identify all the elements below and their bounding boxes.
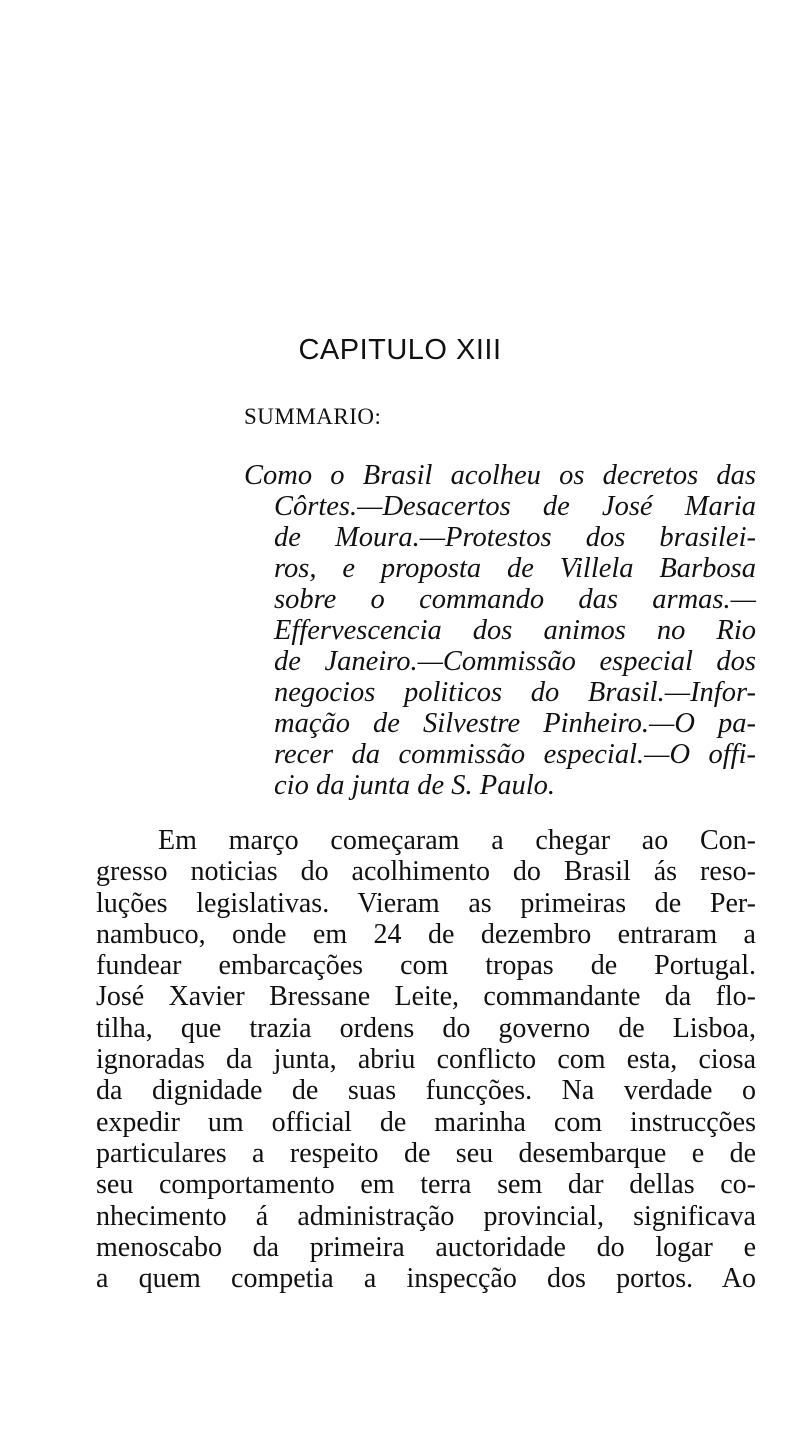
summary-line: negocios politicos do Brasil.—Infor- xyxy=(274,677,756,708)
summary-line: Como o Brasil acolheu os decretos das xyxy=(244,460,756,491)
body-line: nhecimento á administração provincial, significava xyxy=(96,1200,756,1232)
body-line: seu comportamento em terra sem dar dellas co- xyxy=(96,1169,756,1201)
summary-line: Effervescencia dos animos no Rio xyxy=(274,615,756,646)
body-line: luções legislativas. Vieram as primeiras de Per- xyxy=(96,887,756,919)
body-line: tilha, que trazia ordens do governo de Lisboa, xyxy=(96,1012,756,1044)
summary-text xyxy=(244,460,756,801)
body-line: menoscabo da primeira auctoridade do logar e xyxy=(96,1231,756,1263)
summary-line: ros, e proposta de Villela Barbosa xyxy=(274,553,756,584)
summary-line: mação de Silvestre Pinheiro.—O pa- xyxy=(274,708,756,739)
body-line: da dignidade de suas funcções. Na verdade o xyxy=(96,1075,756,1107)
body-line: a quem competia a inspecção dos portos. Ao xyxy=(96,1263,756,1295)
summary-line: de Janeiro.—Commissão especial dos xyxy=(274,646,756,677)
body-line: fundear embarcações com tropas de Portugal. xyxy=(96,950,756,982)
summary-line: de Moura.—Protestos dos brasilei- xyxy=(274,522,756,553)
body-line: nambuco, onde em 24 de dezembro entraram a xyxy=(96,918,756,950)
summary-line: sobre o commando das armas.— xyxy=(274,584,756,615)
body-line: gresso noticias do acolhimento do Brasil ás reso- xyxy=(96,856,756,888)
body-line: expedir um official de marinha com instrucções xyxy=(96,1106,756,1138)
summary-line: recer da commissão especial.—O offi- xyxy=(274,739,756,770)
body-line: particulares a respeito de seu desembarque e de xyxy=(96,1137,756,1169)
summary-label: SUMMARIO: xyxy=(244,404,382,429)
body-line: Em março começaram a chegar ao Con- xyxy=(158,825,756,856)
body-line: ignoradas da junta, abriu conflicto com esta, ciosa xyxy=(96,1044,756,1076)
body-paragraph xyxy=(96,825,756,1294)
body-line: José Xavier Bressane Leite, commandante da flo- xyxy=(96,981,756,1013)
summary-line: Côrtes.—Desacertos de José Maria xyxy=(274,491,756,522)
summary-line: cio da junta de S. Paulo. xyxy=(274,770,556,801)
chapter-title: CAPITULO XIII xyxy=(298,334,502,366)
